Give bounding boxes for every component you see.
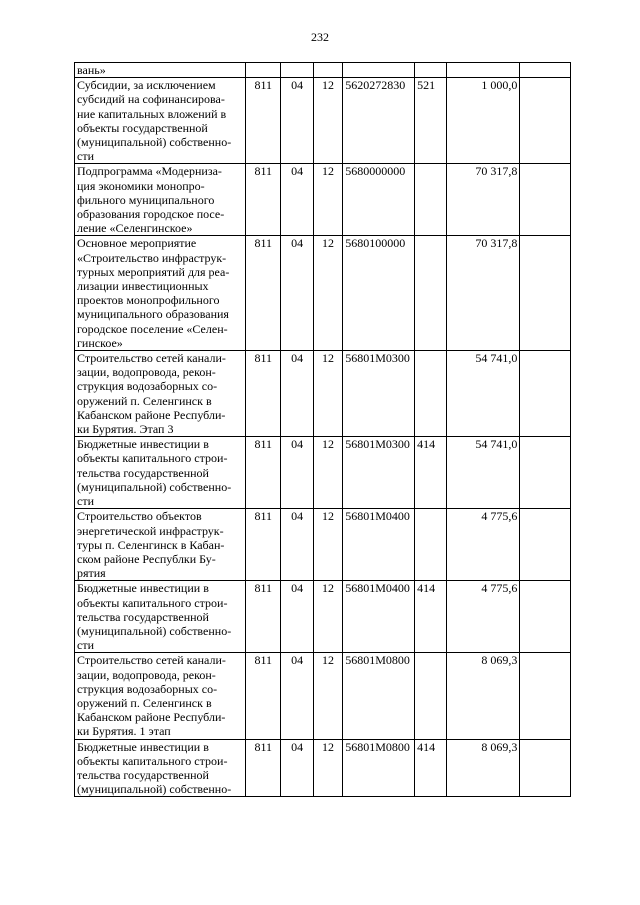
row-razdel-cell: 04	[281, 437, 313, 509]
row-tselevaya-statya-cell: 5680100000	[343, 236, 415, 351]
row-name-cell	[75, 164, 246, 236]
row-name-cell	[75, 509, 246, 581]
row-name: Строительство объектов энергетической инфраструк- туры п. Селенгинск в Кабан- ском районе Республки Бу- рятия	[77, 509, 225, 581]
page-number: 232	[311, 30, 329, 44]
row-sum-cell: 4 775,6	[447, 581, 520, 653]
row-grbs-cell: 811	[246, 78, 281, 164]
row-tselevaya-statya-cell: 56801M0400	[343, 581, 415, 653]
row-tselevaya-statya-cell: 5680000000	[343, 164, 415, 236]
row-vid-rashodov-cell: 521	[415, 78, 447, 164]
row-podrazdel-cell: 12	[313, 78, 342, 164]
row-podrazdel-cell: 12	[313, 581, 342, 653]
row-vid-rashodov-cell	[415, 509, 447, 581]
row-razdel-cell: 04	[281, 164, 313, 236]
row-vid-rashodov-cell	[415, 653, 447, 739]
table-row	[75, 236, 571, 351]
row-vid-rashodov-cell	[415, 236, 447, 351]
row-podrazdel-cell	[313, 63, 342, 78]
table-row	[75, 351, 571, 437]
row-sum-cell: 54 741,0	[447, 437, 520, 509]
row-sum-cell: 4 775,6	[447, 509, 520, 581]
row-razdel-cell: 04	[281, 236, 313, 351]
budget-table-body	[75, 63, 571, 797]
row-grbs-cell: 811	[246, 739, 281, 797]
row-razdel-cell: 04	[281, 351, 313, 437]
row-empty-cell	[520, 739, 571, 797]
row-name-cell	[75, 63, 246, 78]
table-row	[75, 509, 571, 581]
row-empty-cell	[520, 351, 571, 437]
row-podrazdel-cell: 12	[313, 236, 342, 351]
row-grbs-cell: 811	[246, 236, 281, 351]
row-vid-rashodov-cell	[415, 164, 447, 236]
row-empty-cell	[520, 653, 571, 739]
row-grbs-cell: 811	[246, 509, 281, 581]
row-tselevaya-statya-cell: 56801M0400	[343, 509, 415, 581]
row-vid-rashodov-cell: 414	[415, 739, 447, 797]
row-podrazdel-cell: 12	[313, 164, 342, 236]
row-name: Бюджетные инвестиции в объекты капитального строи- тельства государственной (муниципальной) собственно- сти	[77, 581, 232, 653]
row-vid-rashodov-cell	[415, 351, 447, 437]
row-grbs-cell: 811	[246, 581, 281, 653]
table-row	[75, 653, 571, 739]
row-name: Субсидии, за исключением субсидий на софинансирова- ние капитальных вложений в объекты государственной (муниципальной) собственно- сти	[77, 78, 232, 164]
row-razdel-cell: 04	[281, 78, 313, 164]
row-empty-cell	[520, 236, 571, 351]
row-name-cell	[75, 437, 246, 509]
row-name: Строительство сетей канали- зации, водопровода, рекон- струкция водозаборных со- оружений п. Селенгинск в Кабанском районе Республи- ки Бурятия. Этап 3	[77, 351, 226, 437]
budget-table	[74, 62, 571, 797]
row-sum-cell: 70 317,8	[447, 164, 520, 236]
row-name-cell	[75, 78, 246, 164]
row-empty-cell	[520, 63, 571, 78]
row-name: вань»	[77, 63, 106, 77]
table-row	[75, 63, 571, 78]
row-sum-cell: 70 317,8	[447, 236, 520, 351]
row-tselevaya-statya-cell	[343, 63, 415, 78]
row-tselevaya-statya-cell: 56801M0800	[343, 653, 415, 739]
row-empty-cell	[520, 509, 571, 581]
row-name-cell	[75, 653, 246, 739]
row-podrazdel-cell: 12	[313, 509, 342, 581]
row-razdel-cell: 04	[281, 581, 313, 653]
row-grbs-cell	[246, 63, 281, 78]
row-name-cell	[75, 351, 246, 437]
row-tselevaya-statya-cell: 56801M0300	[343, 437, 415, 509]
row-name: Бюджетные инвестиции в объекты капитального строи- тельства государственной (муниципальной) собственно- сти	[77, 437, 232, 509]
row-tselevaya-statya-cell: 56801M0300	[343, 351, 415, 437]
row-sum-cell	[447, 63, 520, 78]
row-grbs-cell: 811	[246, 653, 281, 739]
row-razdel-cell: 04	[281, 739, 313, 797]
row-empty-cell	[520, 78, 571, 164]
row-name: Основное мероприятие «Строительство инфраструк- турных мероприятий для реа- лизации инвестиционных проектов монопрофильного муниципального образования городское поселение «Селен- гинское»	[77, 236, 230, 350]
row-sum-cell: 8 069,3	[447, 739, 520, 797]
row-empty-cell	[520, 581, 571, 653]
row-razdel-cell: 04	[281, 509, 313, 581]
row-name: Подпрограмма «Модерниза- ция экономики монопро- фильного муниципального образования городское посе- ление «Селенгинское»	[77, 164, 225, 236]
row-name-cell	[75, 739, 246, 797]
row-name-cell	[75, 581, 246, 653]
row-name: Бюджетные инвестиции в объекты капитального строи- тельства государственной (муниципальной) собственно-	[77, 739, 232, 797]
row-sum-cell: 54 741,0	[447, 351, 520, 437]
row-podrazdel-cell: 12	[313, 653, 342, 739]
table-row	[75, 739, 571, 797]
table-row	[75, 164, 571, 236]
row-empty-cell	[520, 437, 571, 509]
row-name: Строительство сетей канали- зации, водопровода, рекон- струкция водозаборных со- оружений п. Селенгинск в Кабанском районе Республи- ки Бурятия. 1 этап	[77, 653, 226, 739]
row-vid-rashodov-cell: 414	[415, 437, 447, 509]
row-podrazdel-cell: 12	[313, 739, 342, 797]
row-razdel-cell: 04	[281, 653, 313, 739]
table-row	[75, 437, 571, 509]
row-podrazdel-cell: 12	[313, 351, 342, 437]
row-vid-rashodov-cell: 414	[415, 581, 447, 653]
table-row	[75, 581, 571, 653]
row-sum-cell: 1 000,0	[447, 78, 520, 164]
row-empty-cell	[520, 164, 571, 236]
row-sum-cell: 8 069,3	[447, 653, 520, 739]
row-vid-rashodov-cell	[415, 63, 447, 78]
row-grbs-cell: 811	[246, 164, 281, 236]
row-tselevaya-statya-cell: 5620272830	[343, 78, 415, 164]
table-row	[75, 78, 571, 164]
row-name-cell	[75, 236, 246, 351]
row-razdel-cell	[281, 63, 313, 78]
row-tselevaya-statya-cell: 56801M0800	[343, 739, 415, 797]
row-podrazdel-cell: 12	[313, 437, 342, 509]
row-grbs-cell: 811	[246, 351, 281, 437]
row-grbs-cell: 811	[246, 437, 281, 509]
